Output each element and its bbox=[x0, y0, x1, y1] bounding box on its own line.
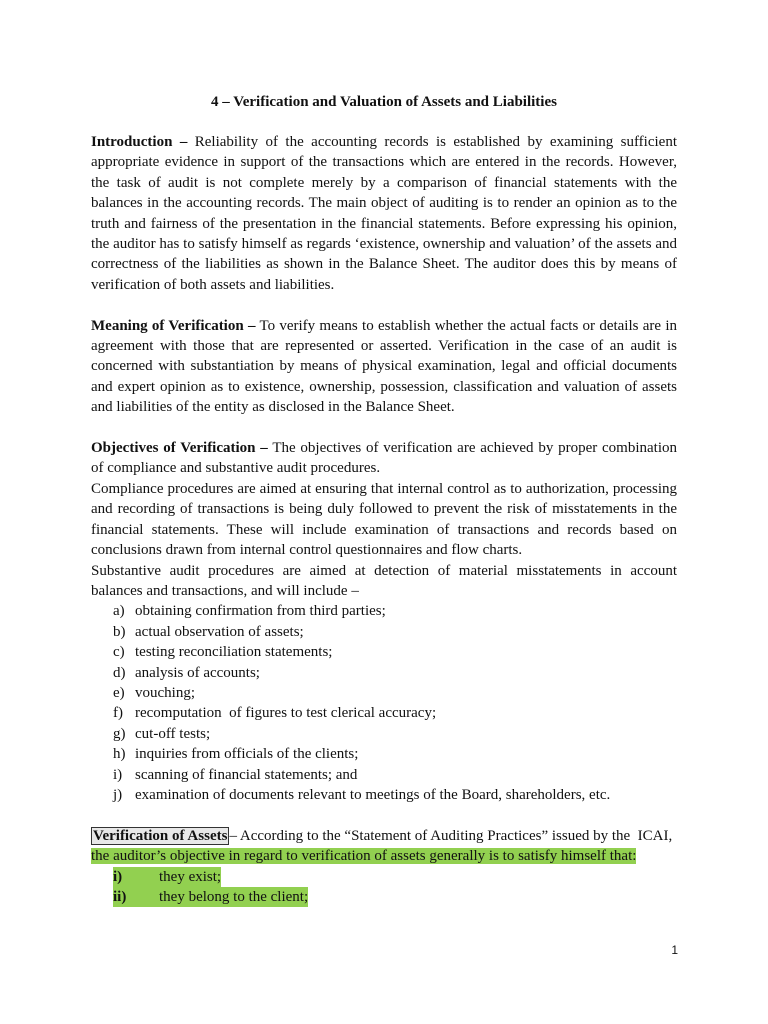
list-marker: d) bbox=[113, 664, 126, 681]
intro-paragraph bbox=[91, 132, 677, 295]
list-item bbox=[91, 622, 677, 642]
list-item-text: actual observation of assets; bbox=[135, 623, 304, 640]
page-title: 4 – Verification and Valuation of Assets and Liabilities bbox=[211, 94, 557, 110]
list-item-text: vouching; bbox=[135, 684, 195, 701]
list-marker: ii) bbox=[113, 888, 127, 905]
list-item bbox=[91, 724, 677, 744]
intro-heading: Introduction – bbox=[91, 134, 188, 150]
assets-paragraph bbox=[91, 826, 677, 867]
intro-text: Reliability of the accounting records is established by examining sufficient appropriate evidence in support of the transactions which are entered in the records. However, the task of audit is not complete merely by a comparison of financial statements with the balances in the accounting records. The main object of auditing is to render an opinion as to the truth and fairness of the presentation in the financial statements. Before expressing his opinion, the auditor has to satisfy himself as regards ‘existence, ownership and valuation’ of the assets and correctness of the liabilities as shown in the Balance Sheet. The auditor does this by means of verification of both assets and liabilities. bbox=[91, 134, 677, 293]
list-item bbox=[91, 703, 677, 723]
assets-objective-list bbox=[91, 867, 677, 908]
list-item bbox=[91, 867, 677, 887]
list-item-text: inquiries from officials of the clients; bbox=[135, 746, 359, 763]
list-item-text: analysis of accounts; bbox=[135, 664, 260, 681]
list-item bbox=[91, 663, 677, 683]
assets-text: – According to the “Statement of Auditing Practices” issued by the ICAI, bbox=[229, 827, 673, 844]
list-marker: a) bbox=[113, 603, 125, 620]
list-item-text: they belong to the client; bbox=[159, 888, 309, 905]
list-item-text: obtaining confirmation from third parties; bbox=[135, 603, 386, 620]
list-item bbox=[91, 765, 677, 785]
meaning-heading: Meaning of Verification – bbox=[91, 317, 256, 334]
list-item-text: examination of documents relevant to meetings of the Board, shareholders, etc. bbox=[135, 786, 611, 803]
meaning-paragraph bbox=[91, 316, 677, 418]
list-item bbox=[91, 887, 677, 907]
list-marker: g) bbox=[113, 725, 126, 742]
list-marker: i) bbox=[113, 868, 123, 885]
list-marker: e) bbox=[113, 684, 125, 701]
list-item-text: testing reconciliation statements; bbox=[135, 644, 333, 661]
list-item bbox=[91, 683, 677, 703]
list-marker: i) bbox=[113, 766, 123, 783]
list-item-text: cut-off tests; bbox=[135, 725, 211, 742]
objectives-heading: Objectives of Verification – bbox=[91, 440, 268, 457]
list-marker: c) bbox=[113, 644, 125, 661]
page-number: 1 bbox=[671, 943, 678, 957]
list-item-text: scanning of financial statements; and bbox=[135, 766, 358, 783]
list-marker: f) bbox=[113, 705, 123, 722]
list-item-text: recomputation of figures to test clerical accuracy; bbox=[135, 705, 437, 722]
assets-heading: Verification of Assets bbox=[93, 827, 228, 844]
objectives-text: The objectives of verification are achieved by proper combination of compliance and substantive audit procedures. bbox=[91, 440, 678, 477]
meaning-text: To verify means to establish whether the actual facts or details are in agreement with those that are represented or asserted. Verification in the case of an audit is concerned with substantiation by means of physical examination, legal and official documents and expert opinion as to existence, ownership, possession, classification and valuation of assets and liabilities of the entity as disclosed in the Balance Sheet. bbox=[91, 317, 677, 416]
compliance-paragraph: Compliance procedures are aimed at ensuring that internal control as to authorization, processing and recording of transactions is being duly followed to prevent the risk of misstatements in the financial statements. These will include examination of transactions and records based on conclusions drawn from internal control questionnaires and flow charts. bbox=[91, 480, 677, 559]
list-item bbox=[91, 744, 677, 764]
list-item bbox=[91, 601, 677, 621]
substantive-procedures-list bbox=[91, 601, 677, 805]
objectives-paragraph bbox=[91, 438, 677, 479]
list-item-text: they exist; bbox=[159, 868, 222, 885]
list-item bbox=[91, 642, 677, 662]
list-item bbox=[91, 785, 677, 805]
list-marker: h) bbox=[113, 746, 126, 763]
list-marker: b) bbox=[113, 623, 126, 640]
list-marker: j) bbox=[113, 786, 123, 803]
assets-objective-highlight: the auditor’s objective in regard to verification of assets generally is to satisfy himself that: bbox=[91, 848, 637, 865]
substantive-paragraph: Substantive audit procedures are aimed at detection of material misstatements in account balances and transactions, and will include – bbox=[91, 562, 677, 599]
